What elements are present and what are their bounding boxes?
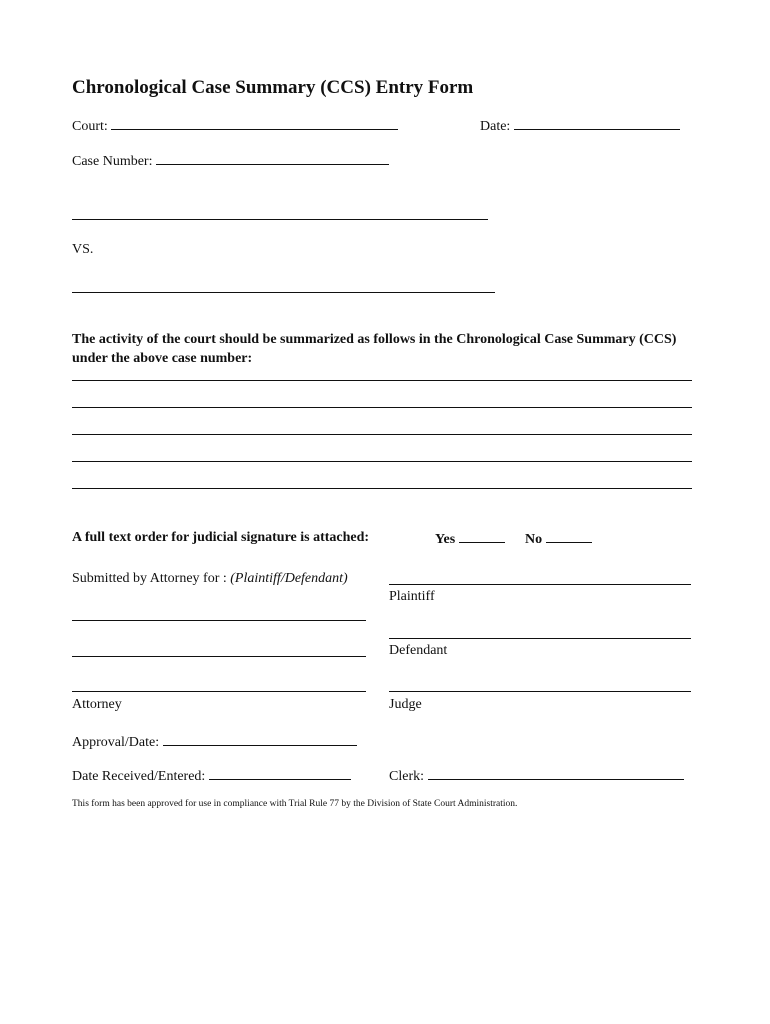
case-number-field[interactable] bbox=[156, 152, 389, 165]
no-row bbox=[525, 530, 592, 548]
summary-line-4[interactable] bbox=[72, 461, 692, 462]
clerk-field[interactable] bbox=[428, 767, 684, 780]
judge-label: Judge bbox=[389, 697, 422, 712]
court-field[interactable] bbox=[111, 117, 398, 130]
submitted-row bbox=[72, 571, 348, 587]
party-one-field[interactable] bbox=[72, 219, 488, 220]
case-number-label: Case Number: bbox=[72, 154, 153, 169]
attorney-signature-field[interactable] bbox=[72, 691, 366, 692]
date-row bbox=[480, 117, 680, 135]
summary-line-5[interactable] bbox=[72, 488, 692, 489]
attorney-line-1[interactable] bbox=[72, 620, 366, 621]
yes-row bbox=[435, 530, 505, 548]
approval-row bbox=[72, 733, 357, 751]
defendant-label: Defendant bbox=[389, 643, 448, 658]
date-received-field[interactable] bbox=[209, 767, 351, 780]
court-label: Court: bbox=[72, 119, 108, 134]
attorney-label: Attorney bbox=[72, 697, 122, 712]
approval-label: Approval/Date: bbox=[72, 735, 160, 750]
case-number-row bbox=[72, 152, 389, 170]
date-field[interactable] bbox=[514, 117, 680, 130]
page-title: Chronological Case Summary (CCS) Entry Form bbox=[72, 77, 474, 98]
footer-note: This form has been approved for use in compliance with Trial Rule 77 by the Division of State Court Administration. bbox=[72, 799, 518, 809]
no-label: No bbox=[525, 532, 543, 547]
no-field[interactable] bbox=[546, 530, 592, 543]
judge-signature-field[interactable] bbox=[389, 691, 691, 692]
party-two-field[interactable] bbox=[72, 292, 495, 293]
vs-label: VS. bbox=[72, 242, 94, 257]
summary-line-1[interactable] bbox=[72, 380, 692, 381]
plaintiff-signature-field[interactable] bbox=[389, 584, 691, 585]
submitted-options: (Plaintiff/Defendant) bbox=[230, 571, 348, 586]
defendant-signature-field[interactable] bbox=[389, 638, 691, 639]
date-received-label: Date Received/Entered: bbox=[72, 769, 206, 784]
order-question: A full text order for judicial signature is attached: bbox=[72, 530, 370, 545]
court-row bbox=[72, 117, 398, 135]
summary-line-2[interactable] bbox=[72, 407, 692, 408]
yes-label: Yes bbox=[435, 532, 456, 547]
yes-field[interactable] bbox=[459, 530, 505, 543]
submitted-label: Submitted by Attorney for : bbox=[72, 571, 227, 586]
attorney-line-2[interactable] bbox=[72, 656, 366, 657]
clerk-row bbox=[389, 767, 684, 785]
date-received-row bbox=[72, 767, 351, 785]
summary-line-3[interactable] bbox=[72, 434, 692, 435]
clerk-label: Clerk: bbox=[389, 769, 424, 784]
date-label: Date: bbox=[480, 119, 511, 134]
instructions-text: The activity of the court should be summarized as follows in the Chronological Case Summary (CCS) under the above case number: bbox=[72, 332, 677, 366]
plaintiff-label: Plaintiff bbox=[389, 589, 435, 604]
approval-date-field[interactable] bbox=[163, 733, 357, 746]
